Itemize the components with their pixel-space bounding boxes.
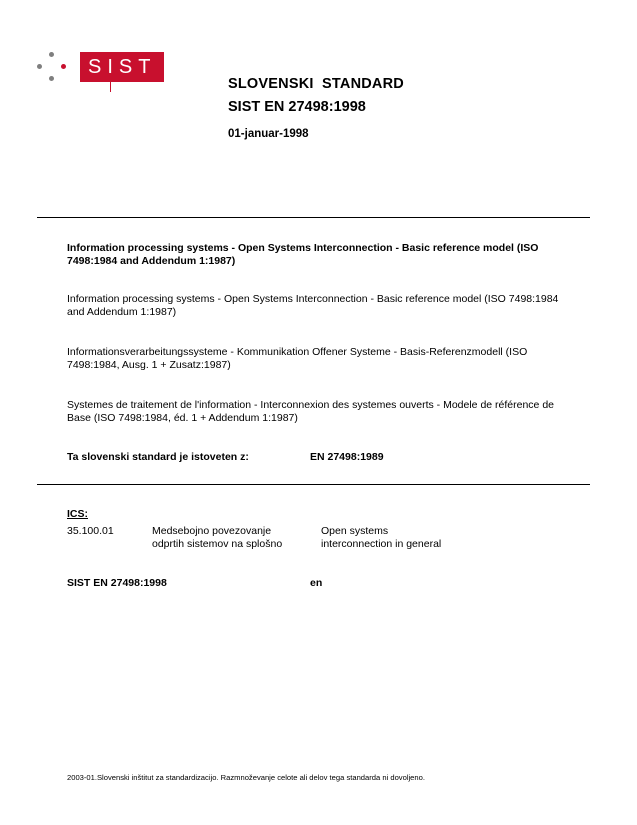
logo-dots-icon [37, 52, 71, 86]
standard-date: 01-januar-1998 [228, 128, 309, 140]
bottom-language: en [310, 577, 323, 589]
bottom-standard-code: SIST EN 27498:1998 [67, 577, 167, 589]
ics-english-line: interconnection in general [321, 538, 442, 550]
title-german: Informationsverarbeitungssysteme - Kommunikation Offener Systeme - Basis-Referenzmodell (ISO 7498:1984, Ausg. 1 + Zusatz:1987) [67, 346, 528, 371]
sist-logo: SIST [80, 52, 164, 82]
copyright-footer: 2003-01.Slovenski inštitut za standardizacijo. Razmnoževanje celote ali delov tega standarda ni dovoljeno. [67, 773, 425, 782]
title-primary: Information processing systems - Open Systems Interconnection - Basic reference model (ISO 7498:1984 and Addendum 1:1987) [67, 242, 539, 267]
standard-code: SIST EN 27498:1998 [228, 99, 366, 115]
ics-english-description [321, 525, 441, 551]
divider-top [37, 217, 590, 218]
ics-heading: ICS: [67, 508, 88, 520]
ics-code: 35.100.01 [67, 525, 114, 537]
identity-label: Ta slovenski standard je istoveten z: [67, 451, 249, 463]
ics-english-line: Open systems [321, 525, 389, 537]
title-english: Information processing systems - Open Systems Interconnection - Basic reference model (ISO 7498:1984 and Addendum 1:1987) [67, 293, 559, 318]
standard-label: SLOVENSKI STANDARD [228, 76, 404, 92]
divider-middle [37, 484, 590, 485]
identity-value: EN 27498:1989 [310, 451, 384, 463]
title-french: Systemes de traitement de l'information - Interconnexion des systemes ouverts - Modele de référence de Base (ISO 7498:1984, éd. 1 + Addendum 1:1987) [67, 399, 554, 424]
logo-rule [110, 82, 111, 92]
ics-slovenian-line: odprtih sistemov na splošno [152, 538, 283, 550]
ics-slovenian-line: Medsebojno povezovanje [152, 525, 272, 537]
ics-slovenian-description [152, 525, 282, 551]
